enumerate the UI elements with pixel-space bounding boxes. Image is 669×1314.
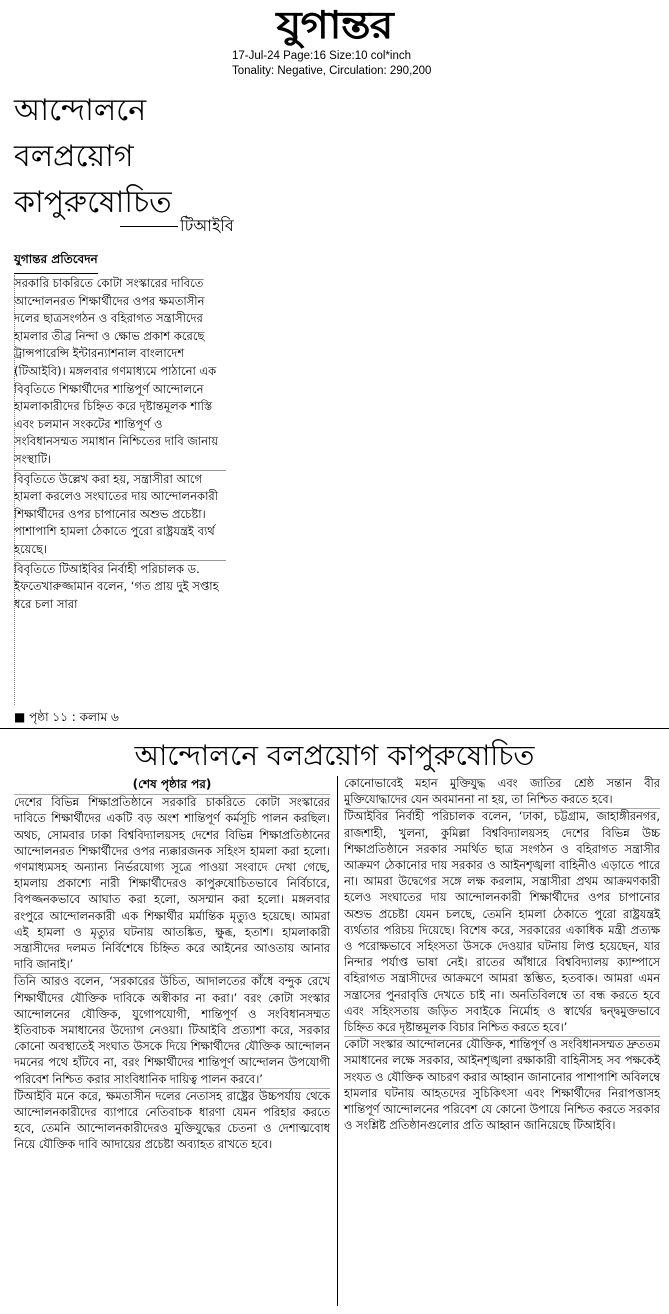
intro-paragraph-3: বিবৃতিতে টিআইবির নির্বাহী পরিচালক ড. ইফতেখারুজ্জামান বলেন, ‘গত প্রায় দুই সপ্তাহ ধরে চলা সারা bbox=[14, 560, 226, 614]
reporter-byline: যুগান্তর প্রতিবেদন bbox=[14, 251, 98, 274]
right-paragraph-2: টিআইবির নির্বাহী পরিচালক বলেন, ‘ঢাকা, চট্টগ্রাম, জাহাঙ্গীরনগর, রাজশাহী, খুলনা, কুমিল্লা বিশ্ববিদ্যালয়সহ দেশের বিভিন্ন উচ্চ শিক্ষাপ্রতিষ্ঠানে সরকার সমর্থিত ছাত্র সংগঠন ও বহিরাগত সন্ত্রাসীর আক্রমণ ঠেকানোর দায় সরকার ও আইনশৃঙ্খলা বাহিনীও এড়াতে পারে না। আমরা উদ্বেগের সঙ্গে লক্ষ করলাম, সন্ত্রাসীরা প্রথম আক্রমণকারী হলেও সংঘাতের দায় আন্দোলনকারী শিক্ষার্থীদের ওপর চাপানোর অশুভ প্রচেষ্টা যেমন চলছে, তেমনি হামলা ঠেকাতে পুরো রাষ্ট্রযন্ত্রই ব্যর্থতার পরিচয় দিয়েছে। বিশেষ করে, সরকারের একাধিক মন্ত্রী প্রত্যক্ষ ও পরোক্ষভাবে সহিংসতা উসকে দেওয়ার ঘটনায় লিপ্ত হয়েছেন, যার নিন্দার পর্যাপ্ত ভাষা নেই। রাতের আঁধারে বিশ্ববিদ্যালয় ক্যাম্পাসে বহিরাগত সন্ত্রাসীদের আক্রমণে আমরা স্তম্ভিত, হতবাক। আমরা এমন সন্ত্রাসের পুনরাবৃত্তি দেখতে চাই না। অনতিবিলম্বে তা বন্ধ করতে হবে এবং সহিংসতায় জড়িত সবাইকে নির্মোহ ও স্বার্থের দ্বন্দ্বমুক্তভাবে চিহ্নিত করে দৃষ্টান্তমূলক বিচার নিশ্চিত করতে হবে।’ bbox=[344, 808, 660, 1036]
attribution-dash bbox=[120, 226, 178, 227]
masthead bbox=[0, 0, 669, 50]
continued-from-label: (শেষ পৃষ্ঠার পর) bbox=[132, 777, 212, 791]
meta-line-tonality: Tonality: Negative, Circulation: 290,200 bbox=[232, 65, 432, 77]
headline-line-1: আন্দোলনে bbox=[14, 93, 147, 128]
headline-line-2: বলপ্রয়োগ bbox=[14, 139, 134, 174]
attribution bbox=[120, 213, 234, 240]
continuation-right-column bbox=[344, 776, 660, 1134]
newspaper-logo: যুগান্তর bbox=[276, 2, 393, 47]
section-divider bbox=[0, 728, 669, 729]
clipping-meta bbox=[232, 49, 431, 79]
right-paragraph-3: কোটা সংস্কার আন্দোলনের যৌক্তিক, শান্তিপূর্ণ ও সংবিধানসম্মত দ্রুততম সমাধানের লক্ষে সরকার, আইনশৃঙ্খলা রক্ষাকারী বাহিনীসহ সব পক্ষকেই সংযত ও যৌক্তিক আচরণ করার আহ্বান জানানোর পাশাপাশি অবিলম্বে হামলার ঘটনায় আহতদের সুচিকিৎসা এবং শিক্ষার্থীদের নিরাপত্তাসহ শান্তিপূর্ণ আন্দোলনের পরিবেশ যে কোনো উপায়ে নিশ্চিত করতে সরকার ও সংশ্লিষ্ট প্রতিষ্ঠানগুলোর প্রতি আহ্বান জানিয়েছে টিআইবি। bbox=[344, 1036, 660, 1134]
left-paragraph-3: টিআইবি মনে করে, ক্ষমতাসীন দলের নেতাসহ রাষ্ট্রের উচ্চপর্যায় থেকে আন্দোলনকারীদের ব্যাপারে নেতিবাচক ধারণা যেমন পরিহার করতে হবে, তেমনি আন্দোলনকারীদেরও মুক্তিযুদ্ধের চেতনা ও দেশাত্মবোধ নিয়ে যৌক্তিক দাবি আদায়ের প্রচেষ্টা অব্যাহত রাখতে হবে। bbox=[14, 1088, 330, 1154]
right-paragraph-1: কোনোভাবেই মহান মুক্তিযুদ্ধ এবং জাতির শ্রেষ্ঠ সন্তান বীর মুক্তিযোদ্ধাদের যেন অবমাননা না হয়, তা নিশ্চিত করতে হবে। bbox=[344, 777, 660, 807]
intro-column bbox=[14, 275, 226, 613]
intro-paragraph-2: বিবৃতিতে উল্লেখ করা হয়, সন্ত্রাসীরা আগে হামলা করলেও সংঘাতের দায় আন্দোলনকারী শিক্ষার্থীদের ওপর চাপানোর অশুভ প্রচেষ্টা। পাশাপাশি হামলা ঠেকাতে পুরো রাষ্ট্রযন্ত্রই ব্যর্থ হয়েছে। bbox=[14, 470, 226, 559]
intro-paragraph-1: সরকারি চাকরিতে কোটা সংস্কারের দাবিতে আন্দোলনরত শিক্ষার্থীদের ওপর ক্ষমতাসীন দলের ছাত্রসংগঠন ও বহিরাগত সন্ত্রাসীদের হামলার তীব্র নিন্দা ও ক্ষোভ প্রকাশ করেছে ট্রান্সপারেন্সি ইন্টারন্যাশনাল বাংলাদেশ (টিআইবি)। মঙ্গলবার গণমাধ্যমে পাঠানো এক বিবৃতিতে শিক্ষার্থীদের শান্তিপূর্ণ আন্দোলনে হামলাকারীদের চিহ্নিত করে দৃষ্টান্তমূলক শাস্তি এবং চলমান সংকটের শান্তিপূর্ণ ও সংবিধানসম্মত সমাধান নিশ্চিতের দাবি জানায় সংস্থাটি। bbox=[14, 276, 219, 466]
left-paragraph-1: দেশের বিভিন্ন শিক্ষাপ্রতিষ্ঠানে সরকারি চাকরিতে কোটা সংস্কারের দাবিতে শিক্ষার্থীদের একটি বড় অংশ শান্তিপূর্ণ কর্মসূচি পালন করছিল। অথচ, সোমবার ঢাকা বিশ্ববিদ্যালয়সহ দেশের বিভিন্ন শিক্ষাপ্রতিষ্ঠানের আন্দোলনরত শিক্ষার্থীদের ওপর ন্যক্কারজনক সহিংস হামলা করা হলো। গণমাধ্যমসহ অন্যান্য নির্ভরযোগ্য সূত্রে পাওয়া সংবাদে দেখা গেছে, হামলায় প্রকাশ্যে নারী শিক্ষার্থীদেরও কাপুরুষোচিতভাবে নির্বিচারে, বিপজ্জনকভাবে আঘাত করা হলো, অসম্মান করা হলো। মঙ্গলবার রংপুরে আন্দোলনকারী এক শিক্ষার্থীর মর্মান্তিক মৃত্যুও হয়েছে। আমরা এই হামলা ও মৃত্যুর ঘটনায় আতঙ্কিত, ক্ষুব্ধ, হতাশ। হামলাকারী সন্ত্রাসীদের দলমত নির্বিশেষে চিহ্নিত করে আইনের আওতায় আনার দাবি জানাই।’ bbox=[14, 794, 330, 973]
attribution-text: টিআইবি bbox=[180, 216, 234, 235]
left-paragraph-2: তিনি আরও বলেন, ‘সরকারের উচিত, আদালতের কাঁধে বন্দুক রেখে শিক্ষার্থীদের যৌক্তিক দাবিকে অস্বীকার না করা।’ বরং কোটা সংস্কার আন্দোলনের যৌক্তিক, যুগোপযোগী, শান্তিপূর্ণ ও সংবিধানসম্মত ইতিবাচক সমাধানের উদ্যোগ নেওয়া। টিআইবি প্রত্যাশা করে, সরকার কোনো অবস্থাতেই সংঘাত উসকে দিয়ে শিক্ষার্থীদের যৌক্তিক আন্দোলন দমনের পথে হাঁটবে না, বরং শিক্ষার্থীদের শান্তিপূর্ণ আন্দোলন উপযোগী পরিবেশ নিশ্চিত করার সাংবিধানিক দায়িত্ব পালন করবে।’ bbox=[14, 973, 330, 1087]
headline-line-3: কাপুরুষোচিত bbox=[14, 185, 172, 220]
column-separator bbox=[337, 776, 338, 1306]
continuation-headline: আন্দোলনে বলপ্রয়োগ কাপুরুষোচিত bbox=[134, 739, 535, 772]
continued-reference: ■ পৃষ্ঠা ১১ : কলাম ৬ bbox=[14, 710, 119, 724]
article-headline bbox=[14, 88, 172, 226]
meta-line-date-page: 17-Jul-24 Page:16 Size:10 col*inch bbox=[232, 50, 412, 62]
continuation-left-column bbox=[14, 776, 330, 1154]
